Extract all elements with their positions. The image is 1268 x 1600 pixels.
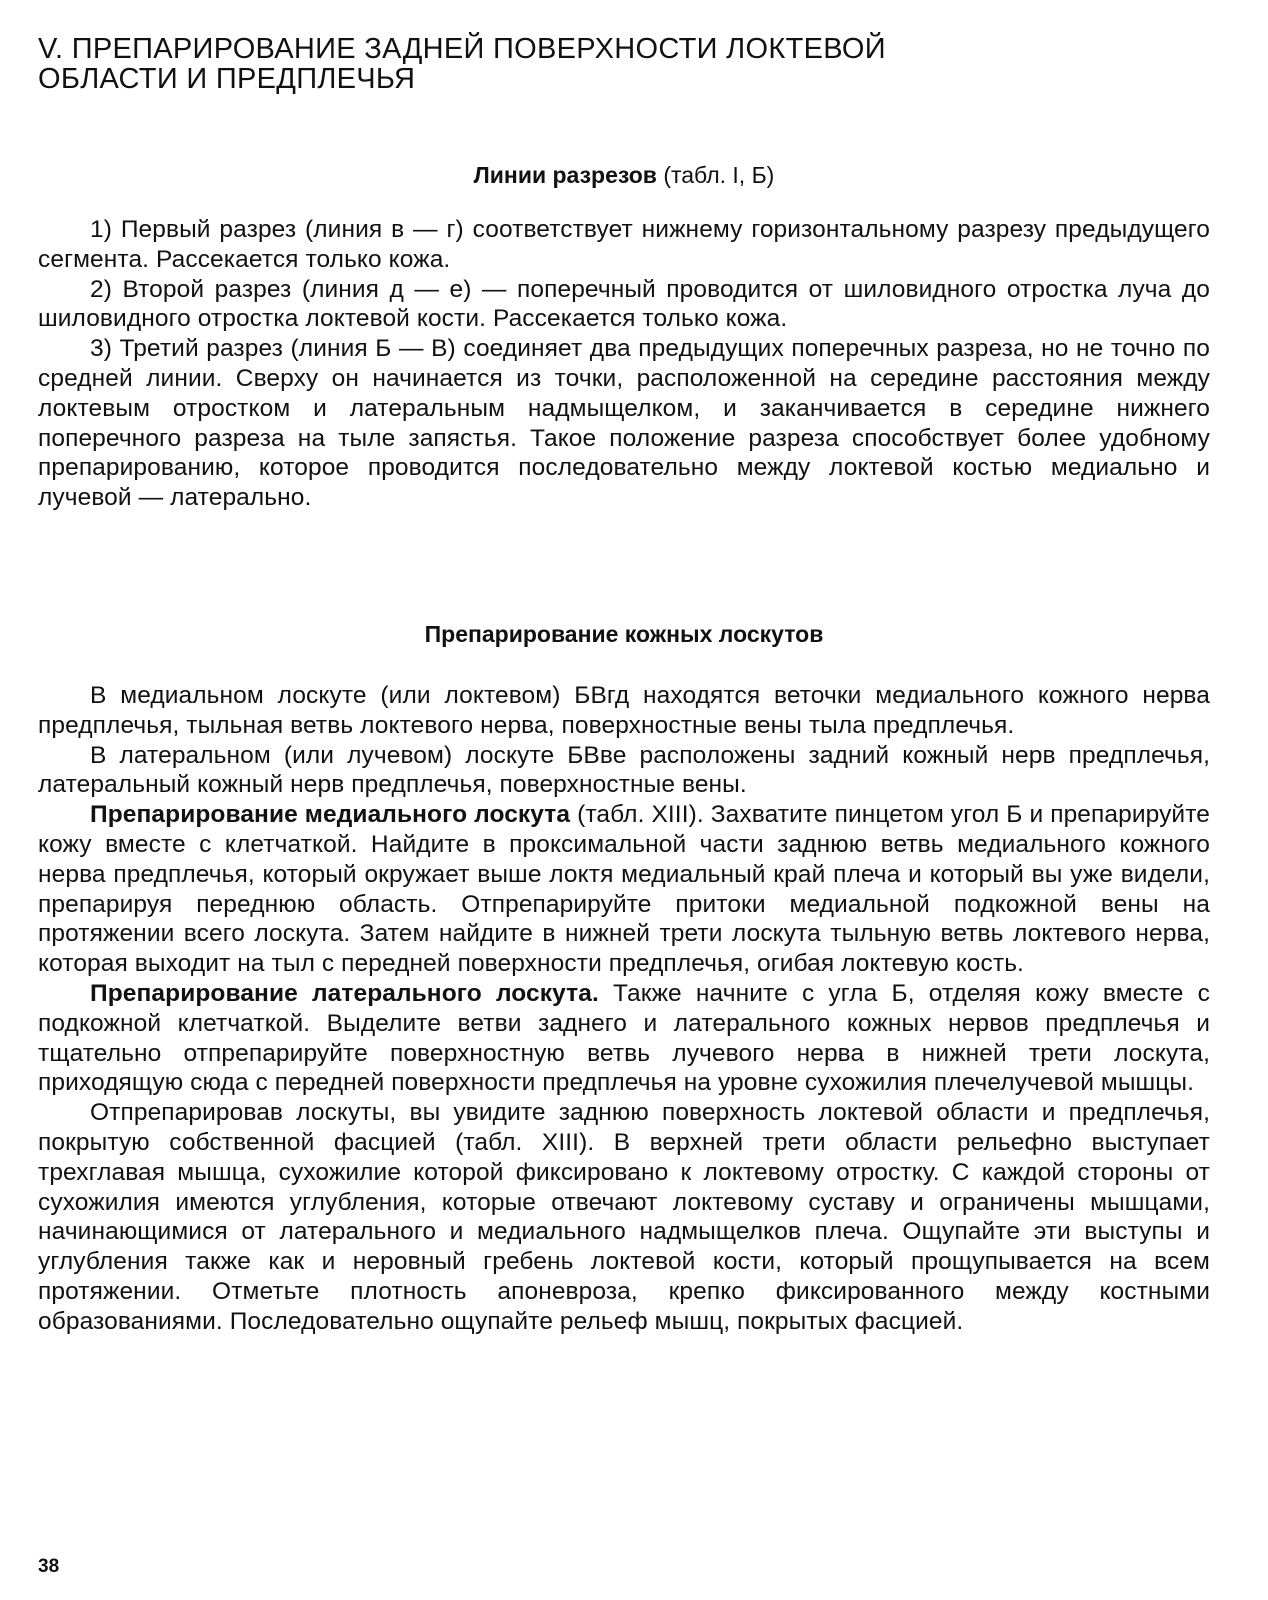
chapter-title-line-2: ОБЛАСТИ И ПРЕДПЛЕЧЬЯ: [38, 63, 416, 95]
incision-paragraph-2: 2) Второй разрез (линия д — е) — поперечный проводится от шиловидного отростка луча до шиловидного отростка локтевой кости. Рассекается только кожа.: [38, 275, 1210, 333]
document-page: [38, 0, 1210, 1600]
section-heading-incision-lines: [38, 160, 1210, 190]
incision-lines-text: [38, 215, 1210, 513]
page-number: 38: [38, 1556, 60, 1577]
medial-flap-dissection-paragraph: [38, 800, 1210, 979]
incision-paragraph-3: 3) Третий разрез (линия Б — В) соединяет два предыдущих поперечных разреза, но не точно по средней линии. Сверху он начинается из точки, расположенной на середине расстояния между локтевым отростком и латеральным надмыщелком, и заканчивается в середине нижнего поперечного разреза на тыле запястья. Такое положение разреза способствует более удобному препарированию, которое проводится последовательно между локтевой костью медиально и лучевой — латерально.: [38, 335, 1210, 512]
lateral-flap-dissection-heading: Препарирование латерального лоскута.: [90, 979, 599, 1007]
section-heading-incision-lines-title: Линии разрезов: [473, 162, 657, 188]
section-heading-skin-flaps: [38, 619, 1210, 649]
lateral-flap-contents-paragraph: В латеральном (или лучевом) лоскуте БВве расположены задний кожный нерв предплечья, латеральный кожный нерв предплечья, поверхностные вены.: [38, 741, 1210, 799]
posterior-surface-paragraph: Отпрепарировав лоскуты, вы увидите заднюю поверхность локтевой области и предплечья, покрытую собственной фасцией (табл. XIII). В верхней трети области рельефно выступает трехглавая мышца, сухожилие которой фиксировано к локтевому отростку. С каждой стороны от сухожилия имеются углубления, которые отвечают локтевому суставу и ограничены мышцами, начинающимися от латерального и медиального надмыщелков плеча. Ощупайте эти выступы и углубления также как и неровный гребень локтевой кости, который прощупывается на всем протяжении. Отметьте плотность апоневроза, крепко фиксированного между костными образованиями. Последовательно ощупайте рельеф мышц, покрытых фасцией.: [38, 1099, 1210, 1335]
skin-flaps-text: [38, 681, 1210, 1337]
section-heading-incision-lines-ref: (табл. I, Б): [656, 162, 775, 188]
medial-flap-dissection-heading: Препарирование медиального лоскута: [90, 801, 571, 829]
chapter-title-line-1: V. ПРЕПАРИРОВАНИЕ ЗАДНЕЙ ПОВЕРХНОСТИ ЛОКТЕВОЙ: [38, 33, 886, 65]
section-heading-skin-flaps-title: Препарирование кожных лоскутов: [424, 621, 824, 647]
chapter-title: [38, 34, 1210, 94]
lateral-flap-dissection-paragraph: [38, 979, 1210, 1098]
medial-flap-contents-paragraph: В медиальном лоскуте (или локтевом) БВгд находятся веточки медиального кожного нерва предплечья, тыльная ветвь локтевого нерва, поверхностные вены тыла предплечья.: [38, 682, 1210, 739]
lateral-flap-dissection-text: Также начните с угла Б, отделяя кожу вместе с подкожной клетчаткой. Выделите ветви заднего и латерального кожных нервов предплечья и тщательно отпрепарируйте поверхностную ветвь лучевого нерва в нижней трети лоскута, приходящую сюда с передней поверхности предплечья на уровне сухожилия плечелучевой мышцы.: [38, 979, 1210, 1097]
medial-flap-dissection-text: (табл. XIII). Захватите пинцетом угол Б и препарируйте кожу вместе с клетчаткой. Найдите в проксимальной части заднюю ветвь медиального кожного нерва предплечья, который окружает выше локтя медиальный край плеча и который вы уже видели, препарируя переднюю область. Отпрепарируйте притоки медиальной подкожной вены на протяжении всего лоскута. Затем найдите в нижней трети лоскута тыльную ветвь локтевого нерва, которая выходит на тыл с передней поверхности предплечья, огибая локтевую кость.: [38, 801, 1210, 978]
incision-paragraph-1: 1) Первый разрез (линия в — г) соответствует нижнему горизонтальному разрезу предыдущего сегмента. Рассекается только кожа.: [38, 216, 1210, 273]
